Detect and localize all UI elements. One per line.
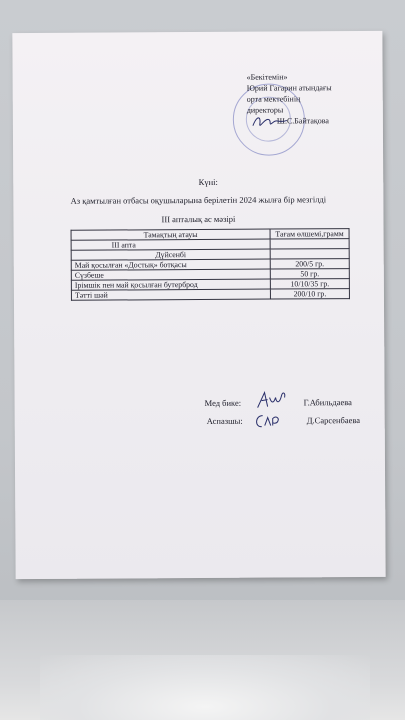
nurse-signature xyxy=(255,389,289,411)
cook-signature-row xyxy=(207,415,377,432)
approval-line-5: Ш.С.Байтақова xyxy=(276,116,329,126)
portion-cell: 10/10/35 гр. xyxy=(270,279,349,289)
dish-cell: Сүзбеше xyxy=(71,269,270,280)
week-label: ІІІ апта xyxy=(71,239,270,250)
day-empty-cell xyxy=(270,249,349,259)
dish-cell: Ірімшік пен май қосылған бутерброд xyxy=(71,279,270,290)
dish-cell: Май қосылған «Достық» ботқасы xyxy=(71,259,270,270)
approval-line-1: «Бекітемін» xyxy=(246,72,288,82)
day-label: Дүйсенбі xyxy=(71,249,270,260)
menu-table xyxy=(71,228,350,301)
table-row xyxy=(71,289,349,301)
approval-line-3: орта мектебінің xyxy=(246,94,301,104)
cook-signature xyxy=(253,411,283,431)
portion-cell: 200/10 гр. xyxy=(270,289,349,299)
approval-line-4: директоры xyxy=(246,105,284,115)
portion-cell: 50 гр. xyxy=(270,269,349,279)
approval-line-2: Юрий Гагарин атындағы xyxy=(246,83,332,93)
header-dish: Тамақтың атауы xyxy=(71,229,270,240)
document-sheet xyxy=(12,31,385,579)
date-label: Күні: xyxy=(198,176,218,187)
cook-name: Д.Сарсенбаева xyxy=(306,415,361,426)
desk-reflection xyxy=(40,655,370,720)
nurse-signature-row xyxy=(205,397,375,414)
cook-role: Аспазшы: xyxy=(206,415,243,426)
nurse-name: Г.Абильдаева xyxy=(303,397,352,408)
document-subtitle: ІІІ апталық ас мәзірі xyxy=(161,213,236,225)
document-title: Аз қамтылған отбасы оқушыларына берілетін 2024 жылға бір мезгілді xyxy=(70,194,327,206)
portion-cell: 200/5 гр. xyxy=(270,259,349,269)
nurse-role: Мед бике: xyxy=(204,397,242,408)
director-signature xyxy=(251,111,291,131)
week-empty-cell xyxy=(270,239,349,249)
header-portion: Тағам өлшемі,грамм xyxy=(270,229,349,239)
dish-cell: Тәтті шәй xyxy=(71,289,270,300)
